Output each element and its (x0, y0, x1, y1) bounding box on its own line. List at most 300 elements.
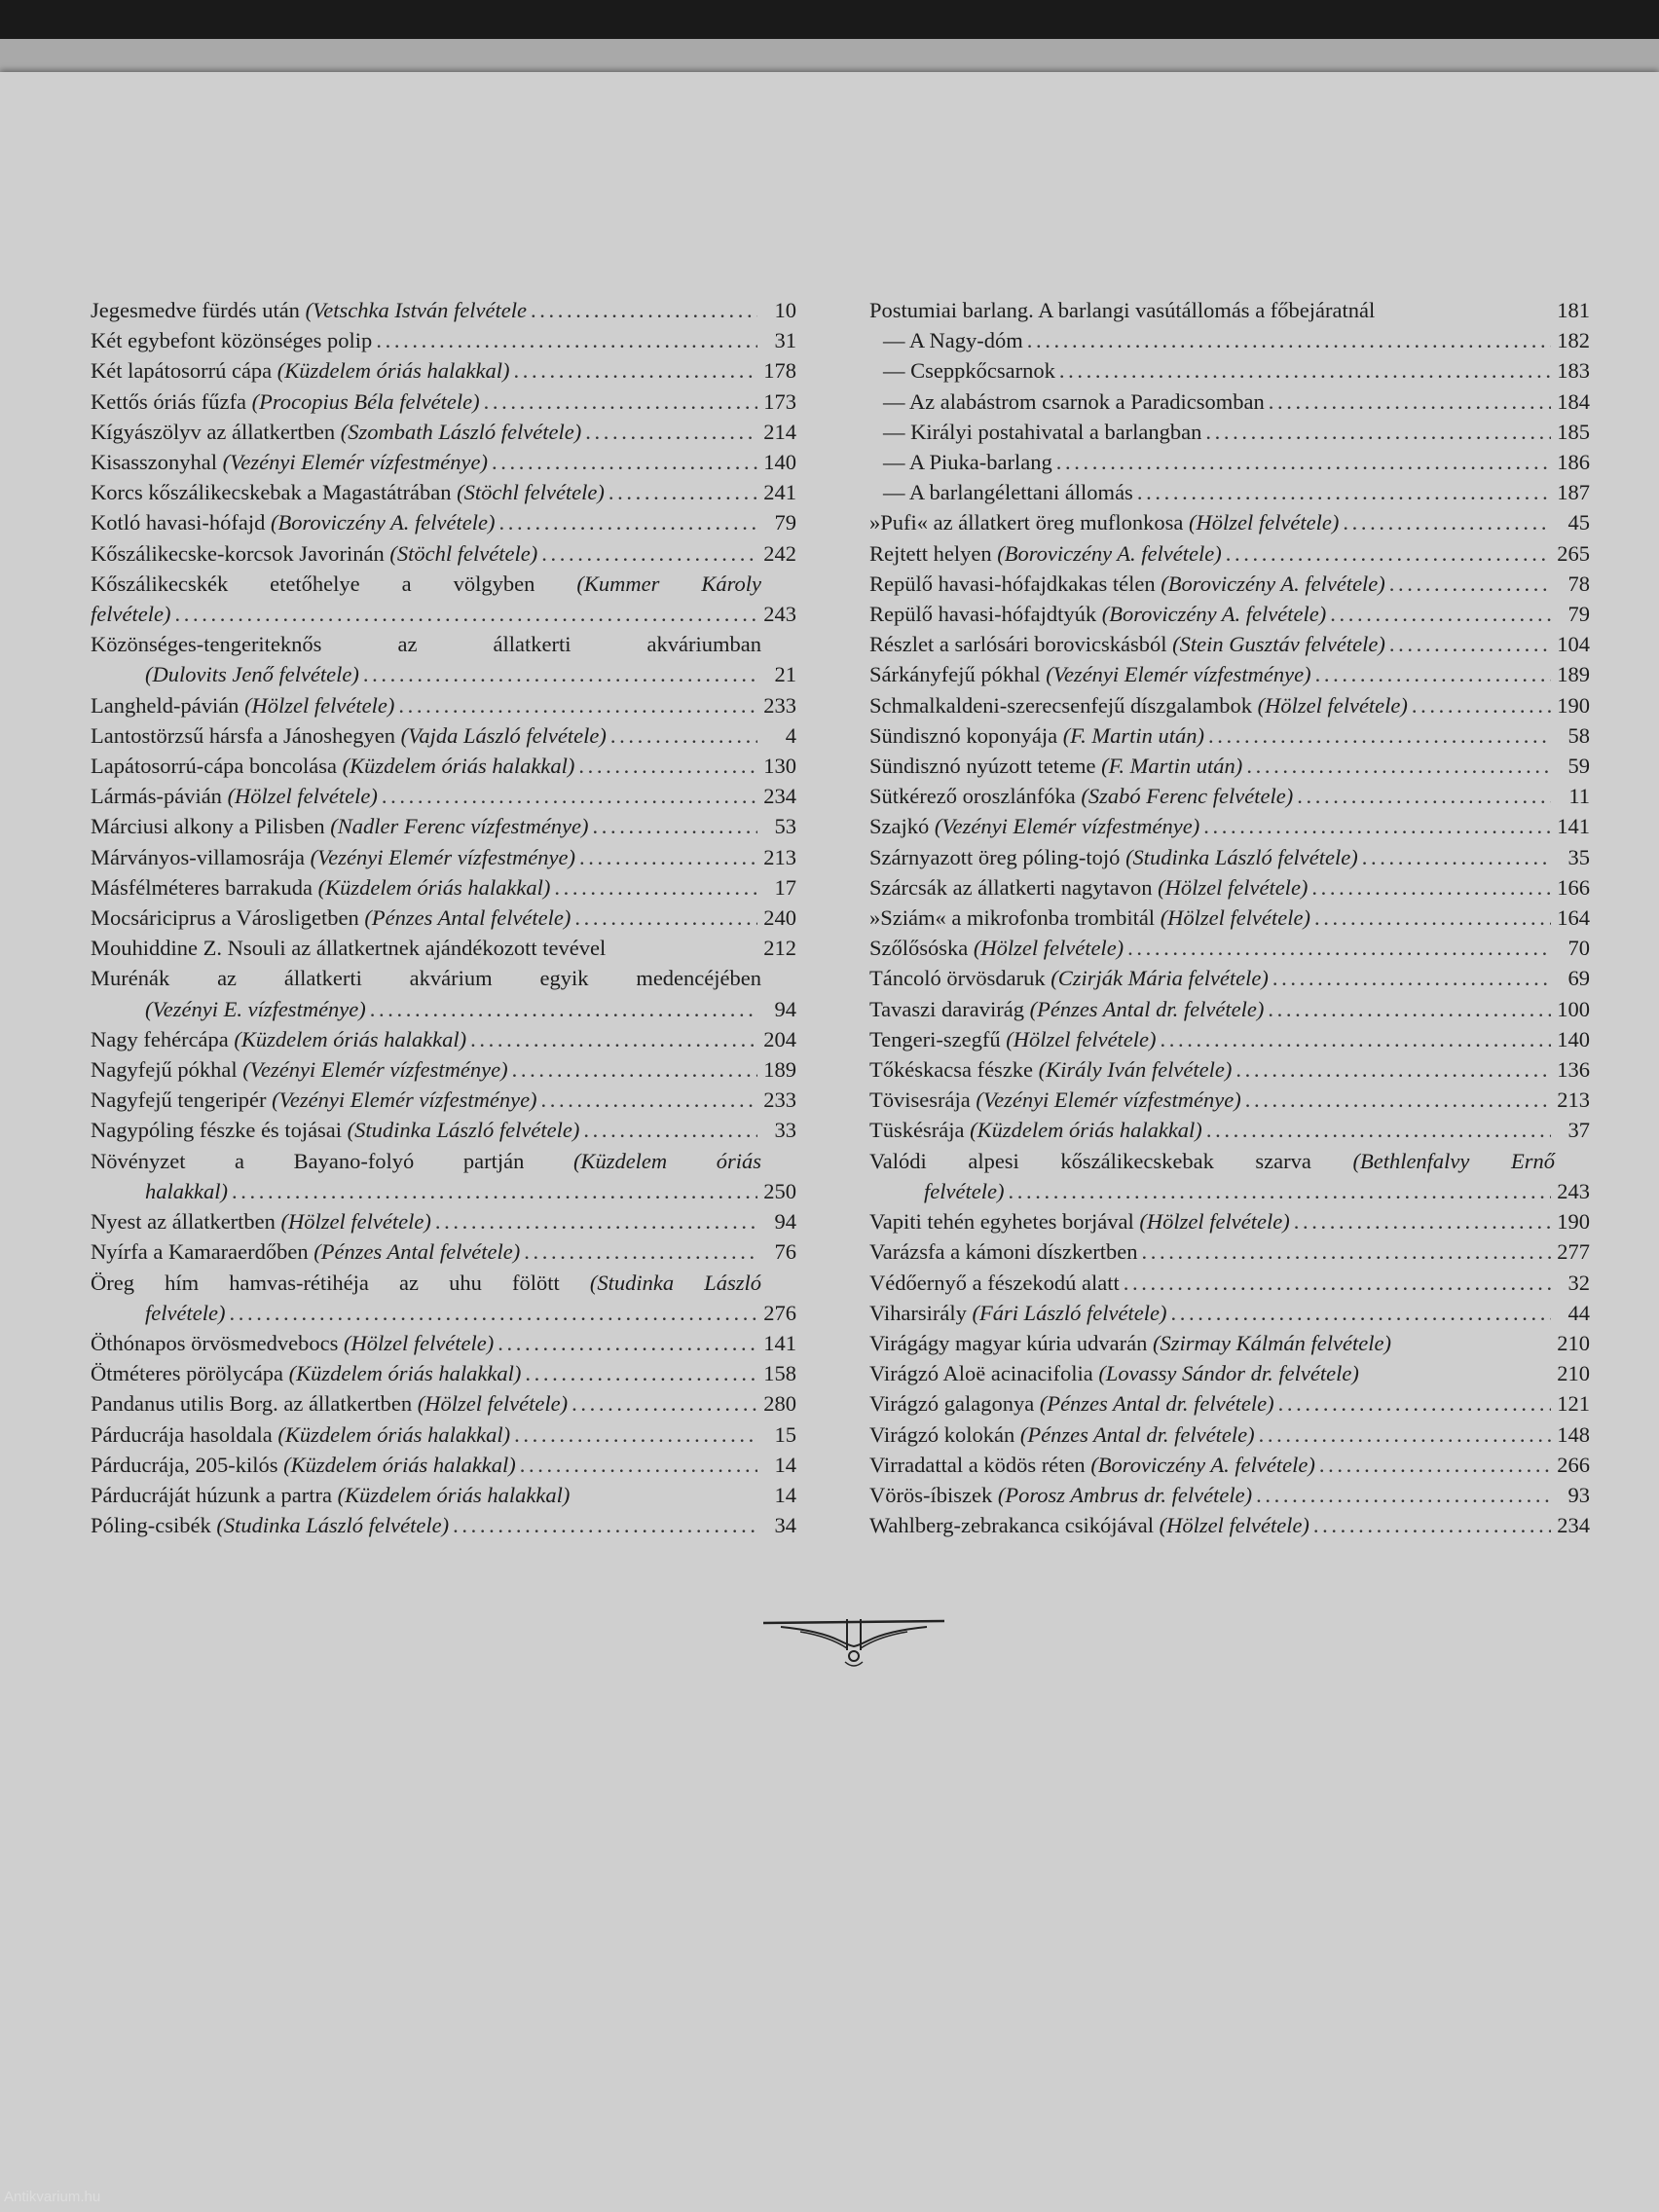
entry-title (91, 963, 761, 993)
index-entry (91, 417, 796, 447)
entry-title (91, 477, 605, 507)
entry-caption: Kőszálikecskék etetőhelye a völgyben (91, 571, 535, 596)
page-number: 35 (1567, 844, 1590, 869)
entry-caption: Viharsirály (869, 1300, 967, 1325)
leader-dots (1137, 477, 1551, 507)
page-number: 17 (774, 874, 796, 900)
page-number: 158 (763, 1361, 796, 1386)
entry-credit: (Küzdelem óriás halakkal) (317, 874, 551, 900)
entry-caption: Lármás-pávián (91, 784, 222, 809)
entry-title (91, 569, 761, 599)
index-entry (91, 933, 796, 963)
index-entry (869, 1480, 1590, 1510)
entry-caption: Kettős óriás fűzfa (91, 388, 246, 414)
entry-caption: Valódi alpesi kőszálikecskebak szarva (869, 1148, 1311, 1173)
entry-title (869, 1358, 1359, 1388)
entry-credit: (Boroviczény A. felvétele) (270, 510, 496, 535)
entry-credit: (Küzdelem óriás halakkal) (277, 1421, 511, 1447)
entry-title (91, 1146, 761, 1176)
entry-title (91, 295, 527, 325)
leader-dots (520, 1450, 757, 1480)
entry-title (869, 1176, 1004, 1206)
index-entry (91, 963, 796, 993)
page-number: 94 (774, 996, 796, 1021)
index-entry (869, 417, 1590, 447)
page-number: 69 (1567, 966, 1590, 991)
entry-title (869, 629, 1385, 659)
index-entry (869, 538, 1590, 569)
index-entry (869, 720, 1590, 751)
entry-caption: Sündisznó koponyája (869, 722, 1058, 748)
entry-title (869, 1388, 1274, 1419)
leader-dots (498, 507, 757, 537)
entry-caption: Szárcsák az állatkerti nagytavon (869, 874, 1153, 900)
entry-title (869, 994, 1264, 1024)
entry-title (869, 933, 1124, 963)
entry-title (869, 447, 1052, 477)
index-entry (869, 1085, 1590, 1115)
page-number: 104 (1557, 632, 1590, 657)
index-entry (869, 1115, 1590, 1145)
entry-title (869, 659, 1311, 689)
page-number: 240 (763, 905, 796, 931)
leader-dots (1124, 1268, 1551, 1298)
entry-credit: (Bethlenfalvy Ernő (1352, 1148, 1555, 1173)
leader-dots (1246, 751, 1551, 781)
page-number: 210 (1557, 1361, 1590, 1386)
entry-title (869, 1298, 1166, 1328)
leader-dots (1008, 1176, 1551, 1206)
entry-caption: Párducráját húzunk a partra (91, 1482, 333, 1507)
entry-caption: Kotló havasi-hófajd (91, 510, 266, 535)
entry-caption: Tavaszi daravirág (869, 996, 1024, 1021)
index-entry (91, 1298, 796, 1328)
page-number: 4 (785, 722, 796, 748)
entry-caption: Virágágy magyar kúria udvarán (869, 1330, 1148, 1355)
index-entry (91, 599, 796, 629)
leader-dots (470, 1024, 757, 1054)
entry-title (91, 1054, 508, 1085)
entry-credit: (Kummer Károly (576, 571, 761, 596)
entry-credit: (Boroviczény A. felvétele) (1161, 571, 1385, 596)
index-entry (91, 872, 796, 903)
entry-credit: (Dulovits Jenő felvétele) (145, 662, 359, 687)
index-entry (91, 1328, 796, 1358)
leader-dots (1315, 659, 1551, 689)
page-number: 243 (1557, 1178, 1590, 1203)
entry-credit: felvétele) (145, 1300, 226, 1325)
entry-title (869, 599, 1326, 629)
leader-dots (1311, 872, 1551, 903)
entry-title (869, 963, 1269, 993)
leader-dots (498, 1328, 757, 1358)
entry-credit: (Stöchl felvétele) (457, 480, 605, 505)
entry-credit: (Pénzes Antal dr. felvétele) (1019, 1421, 1255, 1447)
page-number: 100 (1557, 996, 1590, 1021)
entry-credit: (Stöchl felvétele) (389, 540, 538, 566)
entry-caption: Két egybefont közönséges polip (91, 328, 373, 353)
index-entry (91, 1450, 796, 1480)
entry-credit: (F. Martin után) (1101, 754, 1243, 779)
page-number: 58 (1567, 722, 1590, 748)
entry-caption: Schmalkaldeni-szerecsenfejű díszgalambok (869, 692, 1252, 718)
entry-caption: Postumiai barlang. A barlangi vasútállomás a főbejáratnál (869, 298, 1376, 322)
entry-credit: (Küzdelem óriás halakkal) (342, 754, 575, 779)
entry-credit: (Studinka László felvétele) (216, 1513, 450, 1538)
entry-caption: »Sziám« a mikrofonba trombitál (869, 905, 1156, 931)
entry-caption: Rejtett helyen (869, 540, 992, 566)
index-entry (869, 447, 1590, 477)
index-entry (869, 903, 1590, 933)
entry-title (91, 1419, 510, 1450)
page-number: 130 (763, 754, 796, 779)
leader-dots (398, 690, 757, 720)
page-number: 11 (1568, 784, 1590, 809)
page-number: 140 (763, 450, 796, 475)
index-entry (91, 842, 796, 872)
entry-title (869, 1419, 1255, 1450)
leader-dots (1294, 1206, 1551, 1236)
leader-dots (1256, 1480, 1551, 1510)
entry-credit: (Vezényi Elemér vízfestménye) (242, 1057, 508, 1083)
entry-credit: (Lovassy Sándor dr. felvétele) (1098, 1361, 1359, 1386)
page-number: 276 (763, 1300, 796, 1325)
page-number: 187 (1557, 480, 1590, 505)
index-entry (869, 295, 1590, 325)
leader-dots (1206, 1115, 1551, 1145)
entry-caption: Szárnyazott öreg póling-tojó (869, 844, 1121, 869)
entry-caption: Repülő havasi-hófajdtyúk (869, 602, 1097, 627)
entry-caption: Repülő havasi-hófajdkakas télen (869, 571, 1156, 596)
entry-credit: (Pénzes Antal dr. felvétele) (1029, 996, 1265, 1021)
index-entry (91, 994, 796, 1024)
entry-title (91, 387, 480, 417)
index-entry (91, 477, 796, 507)
index-entry (91, 1510, 796, 1540)
index-entry (869, 659, 1590, 689)
entry-credit: (Vezényi Elemér vízfestménye) (310, 844, 575, 869)
entry-credit: (Boroviczény A. felvétele) (997, 540, 1222, 566)
entry-caption: Nyírfa a Kamaraerdőben (91, 1239, 309, 1265)
entry-caption: Márványos-villamosrája (91, 844, 305, 869)
entry-credit: (Küzdelem óriás (572, 1148, 762, 1173)
page-number: 136 (1557, 1057, 1590, 1083)
page-number: 59 (1567, 754, 1590, 779)
entry-title (91, 599, 170, 629)
entry-caption: Védőernyő a fészekodú alatt (869, 1270, 1120, 1295)
entry-title (91, 538, 537, 569)
leader-dots (453, 1510, 757, 1540)
entry-title (91, 1298, 225, 1328)
index-entry (869, 477, 1590, 507)
entry-credit: (Boroviczény A. felvétele) (1101, 602, 1327, 627)
index-entry (91, 538, 796, 569)
page-number: 78 (1567, 571, 1590, 596)
page-number: 184 (1557, 388, 1590, 414)
entry-title (91, 507, 495, 537)
entry-title (869, 1115, 1202, 1145)
entry-title (869, 1268, 1120, 1298)
page-number: 250 (763, 1178, 796, 1203)
entry-caption: Mouhiddine Z. Nsouli az állatkertnek ajándékozott tevével (91, 936, 607, 961)
page-number: 185 (1557, 419, 1590, 444)
index-entry (869, 387, 1590, 417)
page-number: 186 (1557, 450, 1590, 475)
entry-credit: (Vetschka István felvétele (305, 298, 527, 322)
index-entry (869, 355, 1590, 386)
index-entry (869, 933, 1590, 963)
entry-title (869, 1146, 1555, 1176)
entry-credit: (Stein Gusztáv felvétele) (1172, 632, 1385, 657)
leader-dots (608, 477, 757, 507)
page-number: 44 (1567, 1300, 1590, 1325)
page-number: 32 (1567, 1270, 1590, 1295)
leader-dots (1319, 1450, 1551, 1480)
page-number: 190 (1557, 692, 1590, 718)
page-number: 189 (1557, 662, 1590, 687)
index-entry (91, 720, 796, 751)
page-number: 33 (774, 1118, 796, 1143)
index-entry (91, 1115, 796, 1145)
index-entry (869, 325, 1590, 355)
leader-dots (574, 903, 757, 933)
leader-dots (579, 842, 757, 872)
index-entry (91, 629, 796, 659)
leader-dots (1314, 903, 1551, 933)
leader-dots (524, 1236, 757, 1267)
index-entry (869, 1054, 1590, 1085)
leader-dots (1245, 1085, 1551, 1115)
index-entry (91, 1358, 796, 1388)
entry-title (91, 1388, 568, 1419)
entry-caption: Nagyfejű pókhal (91, 1057, 238, 1083)
entry-title (869, 507, 1339, 537)
entry-title (869, 1450, 1315, 1480)
page-number: 214 (763, 419, 796, 444)
leader-dots (435, 1206, 757, 1236)
page-number: 213 (763, 844, 796, 869)
index-entry (869, 1328, 1590, 1358)
entry-caption: Mocsáriciprus a Városligetben (91, 905, 359, 931)
index-entry (91, 1085, 796, 1115)
leader-dots (571, 1388, 757, 1419)
entry-caption: — Királyi postahivatal a barlangban (883, 419, 1202, 444)
entry-credit: (Küzdelem óriás halakkal) (283, 1452, 516, 1477)
entry-title (869, 1024, 1157, 1054)
leader-dots (514, 1419, 757, 1450)
entry-title (91, 417, 581, 447)
entry-credit: (Vezényi E. vízfestménye) (145, 996, 366, 1021)
entry-title (869, 1510, 1309, 1540)
page-number: 204 (763, 1026, 796, 1051)
entry-title (91, 325, 372, 355)
entry-credit: (Vezényi Elemér vízfestménye) (1046, 662, 1311, 687)
index-entry (869, 1388, 1590, 1419)
index-entry (91, 1388, 796, 1419)
entry-credit: (Hölzel felvétele) (417, 1391, 569, 1417)
page-number: 15 (774, 1421, 796, 1447)
entry-caption: Tőkéskacsa fészke (869, 1057, 1034, 1083)
page-number: 14 (774, 1482, 796, 1507)
index-entry (869, 599, 1590, 629)
index-entry (91, 1146, 796, 1176)
entry-title (869, 1480, 1252, 1510)
entry-caption: Tengeri-szegfű (869, 1026, 1001, 1051)
entry-credit: (Király Iván felvétele) (1038, 1057, 1233, 1083)
leader-dots (1278, 1388, 1551, 1419)
page-number: 189 (763, 1057, 796, 1083)
entry-caption: Lantostörzsű hársfa a Jánoshegyen (91, 722, 396, 748)
entry-credit: (Küzdelem óriás halakkal) (288, 1361, 522, 1386)
page-number: 14 (774, 1452, 796, 1477)
page-number: 181 (1557, 298, 1590, 322)
entry-title (91, 690, 394, 720)
index-entry (869, 842, 1590, 872)
entry-title (91, 1085, 537, 1115)
entry-title (869, 720, 1204, 751)
page-number: 213 (1557, 1088, 1590, 1113)
page-number: 190 (1557, 1209, 1590, 1235)
leader-dots (554, 872, 757, 903)
page-number: 148 (1557, 1421, 1590, 1447)
leader-dots (1269, 387, 1551, 417)
entry-title (869, 355, 1055, 386)
page-number: 166 (1557, 874, 1590, 900)
page-number: 94 (774, 1209, 796, 1235)
page-number: 10 (774, 298, 796, 322)
entry-title (91, 720, 607, 751)
page-number: 53 (774, 814, 796, 839)
page-number: 233 (763, 692, 796, 718)
entry-credit: (Porosz Ambrus dr. felvétele) (997, 1482, 1253, 1507)
leader-dots (1205, 417, 1551, 447)
index-entry (869, 872, 1590, 903)
index-entry (91, 1268, 796, 1298)
page-number: 21 (774, 662, 796, 687)
page-number: 79 (774, 510, 796, 535)
leader-dots (583, 1115, 757, 1145)
entry-title (869, 569, 1385, 599)
entry-caption: Nyest az állatkertben (91, 1209, 276, 1235)
entry-credit: (Hölzel felvétele) (1158, 874, 1309, 900)
page-number: 243 (763, 602, 796, 627)
entry-caption: Kisasszonyhal (91, 450, 217, 475)
entry-title (91, 1236, 520, 1267)
leader-dots (492, 447, 757, 477)
leader-dots (578, 751, 757, 781)
leader-dots (514, 355, 757, 386)
entry-caption: Murénák az állatkerti akvárium egyik medencéjében (91, 966, 761, 991)
page-number: 141 (1557, 814, 1590, 839)
entry-credit: (Küzdelem óriás halakkal) (234, 1026, 467, 1051)
leader-dots (1208, 720, 1551, 751)
entry-title (869, 1206, 1290, 1236)
leader-dots (512, 1054, 757, 1085)
entry-credit: (Pénzes Antal dr. felvétele) (1039, 1391, 1274, 1417)
page-number: 164 (1557, 905, 1590, 931)
entry-credit: (Vajda László felvétele) (400, 722, 607, 748)
leader-dots (1027, 325, 1551, 355)
entry-title (91, 872, 550, 903)
entry-caption: Sárkányfejű pókhal (869, 662, 1041, 687)
index-entry (91, 1480, 796, 1510)
index-entry (869, 781, 1590, 811)
entry-credit: (Vezényi Elemér vízfestménye) (934, 814, 1200, 839)
entry-caption: Wahlberg-zebrakanca csikójával (869, 1513, 1154, 1538)
page-number: 241 (763, 480, 796, 505)
index-entry (869, 1176, 1590, 1206)
entry-credit: (Hölzel felvétele) (1139, 1209, 1290, 1235)
entry-credit: (Hölzel felvétele) (973, 936, 1124, 961)
entry-credit: (Hölzel felvétele) (1159, 1513, 1309, 1538)
entry-title (91, 933, 606, 963)
index-entry (91, 1176, 796, 1206)
entry-credit: (Küzdelem óriás halakkal) (970, 1118, 1202, 1143)
page-number: 121 (1557, 1391, 1590, 1417)
entry-caption: Kőszálikecske-korcsok Javorinán (91, 540, 385, 566)
entry-caption: Nagypóling fészke és tojásai (91, 1118, 343, 1143)
entry-credit: (Küzdelem óriás halakkal) (337, 1482, 571, 1507)
entry-caption: Sündisznó nyúzott teteme (869, 754, 1096, 779)
entry-title (869, 477, 1133, 507)
index-entry (91, 690, 796, 720)
entry-caption: Öreg hím hamvas-rétihéja az uhu fölött (91, 1270, 560, 1295)
index-entry (869, 751, 1590, 781)
entry-caption: Közönséges-tengeriteknős az állatkerti akváriumban (91, 632, 761, 657)
leader-dots (585, 417, 757, 447)
entry-title (869, 1328, 1391, 1358)
page-number: 70 (1567, 936, 1590, 961)
page-number: 182 (1557, 328, 1590, 353)
entry-caption: Virágzó Aloë acinacifolia (869, 1361, 1093, 1386)
entry-caption: — A Piuka-barlang (883, 450, 1052, 475)
index-entry (869, 1236, 1590, 1267)
entry-credit: (Czirják Mária felvétele) (1051, 966, 1269, 991)
leader-dots (484, 387, 757, 417)
entry-credit: (Hölzel felvétele) (1160, 905, 1310, 931)
leader-dots (610, 720, 757, 751)
entry-credit: (Pénzes Antal felvétele) (313, 1239, 521, 1265)
entry-title (869, 811, 1199, 841)
index-entry (869, 1358, 1590, 1388)
entry-caption: Kígyászölyv az állatkertben (91, 419, 336, 444)
entry-caption: — A barlangélettani állomás (883, 480, 1133, 505)
page-number: 242 (763, 540, 796, 566)
entry-caption: Varázsfa a kámoni díszkertben (869, 1239, 1138, 1265)
entry-caption: — A Nagy-dóm (883, 328, 1023, 353)
page-number: 93 (1567, 1482, 1590, 1507)
leader-dots (382, 781, 757, 811)
entry-credit: (Boroviczény A. felvétele) (1090, 1452, 1315, 1477)
leader-dots (1203, 811, 1551, 841)
index-entry (869, 1206, 1590, 1236)
entry-title (91, 1176, 228, 1206)
entry-caption: Növényzet a Bayano-folyó partján (91, 1148, 525, 1173)
index-entry (91, 325, 796, 355)
entry-title (869, 781, 1293, 811)
leader-dots (1142, 1236, 1551, 1267)
page-number: 45 (1567, 510, 1590, 535)
index-entry (91, 811, 796, 841)
entry-title (91, 994, 366, 1024)
entry-title (869, 842, 1358, 872)
leader-dots (1362, 842, 1551, 872)
page-number: 31 (774, 328, 796, 353)
page-number: 178 (763, 358, 796, 384)
index-entry (91, 569, 796, 599)
leader-dots (1268, 994, 1551, 1024)
index-entry (91, 355, 796, 386)
